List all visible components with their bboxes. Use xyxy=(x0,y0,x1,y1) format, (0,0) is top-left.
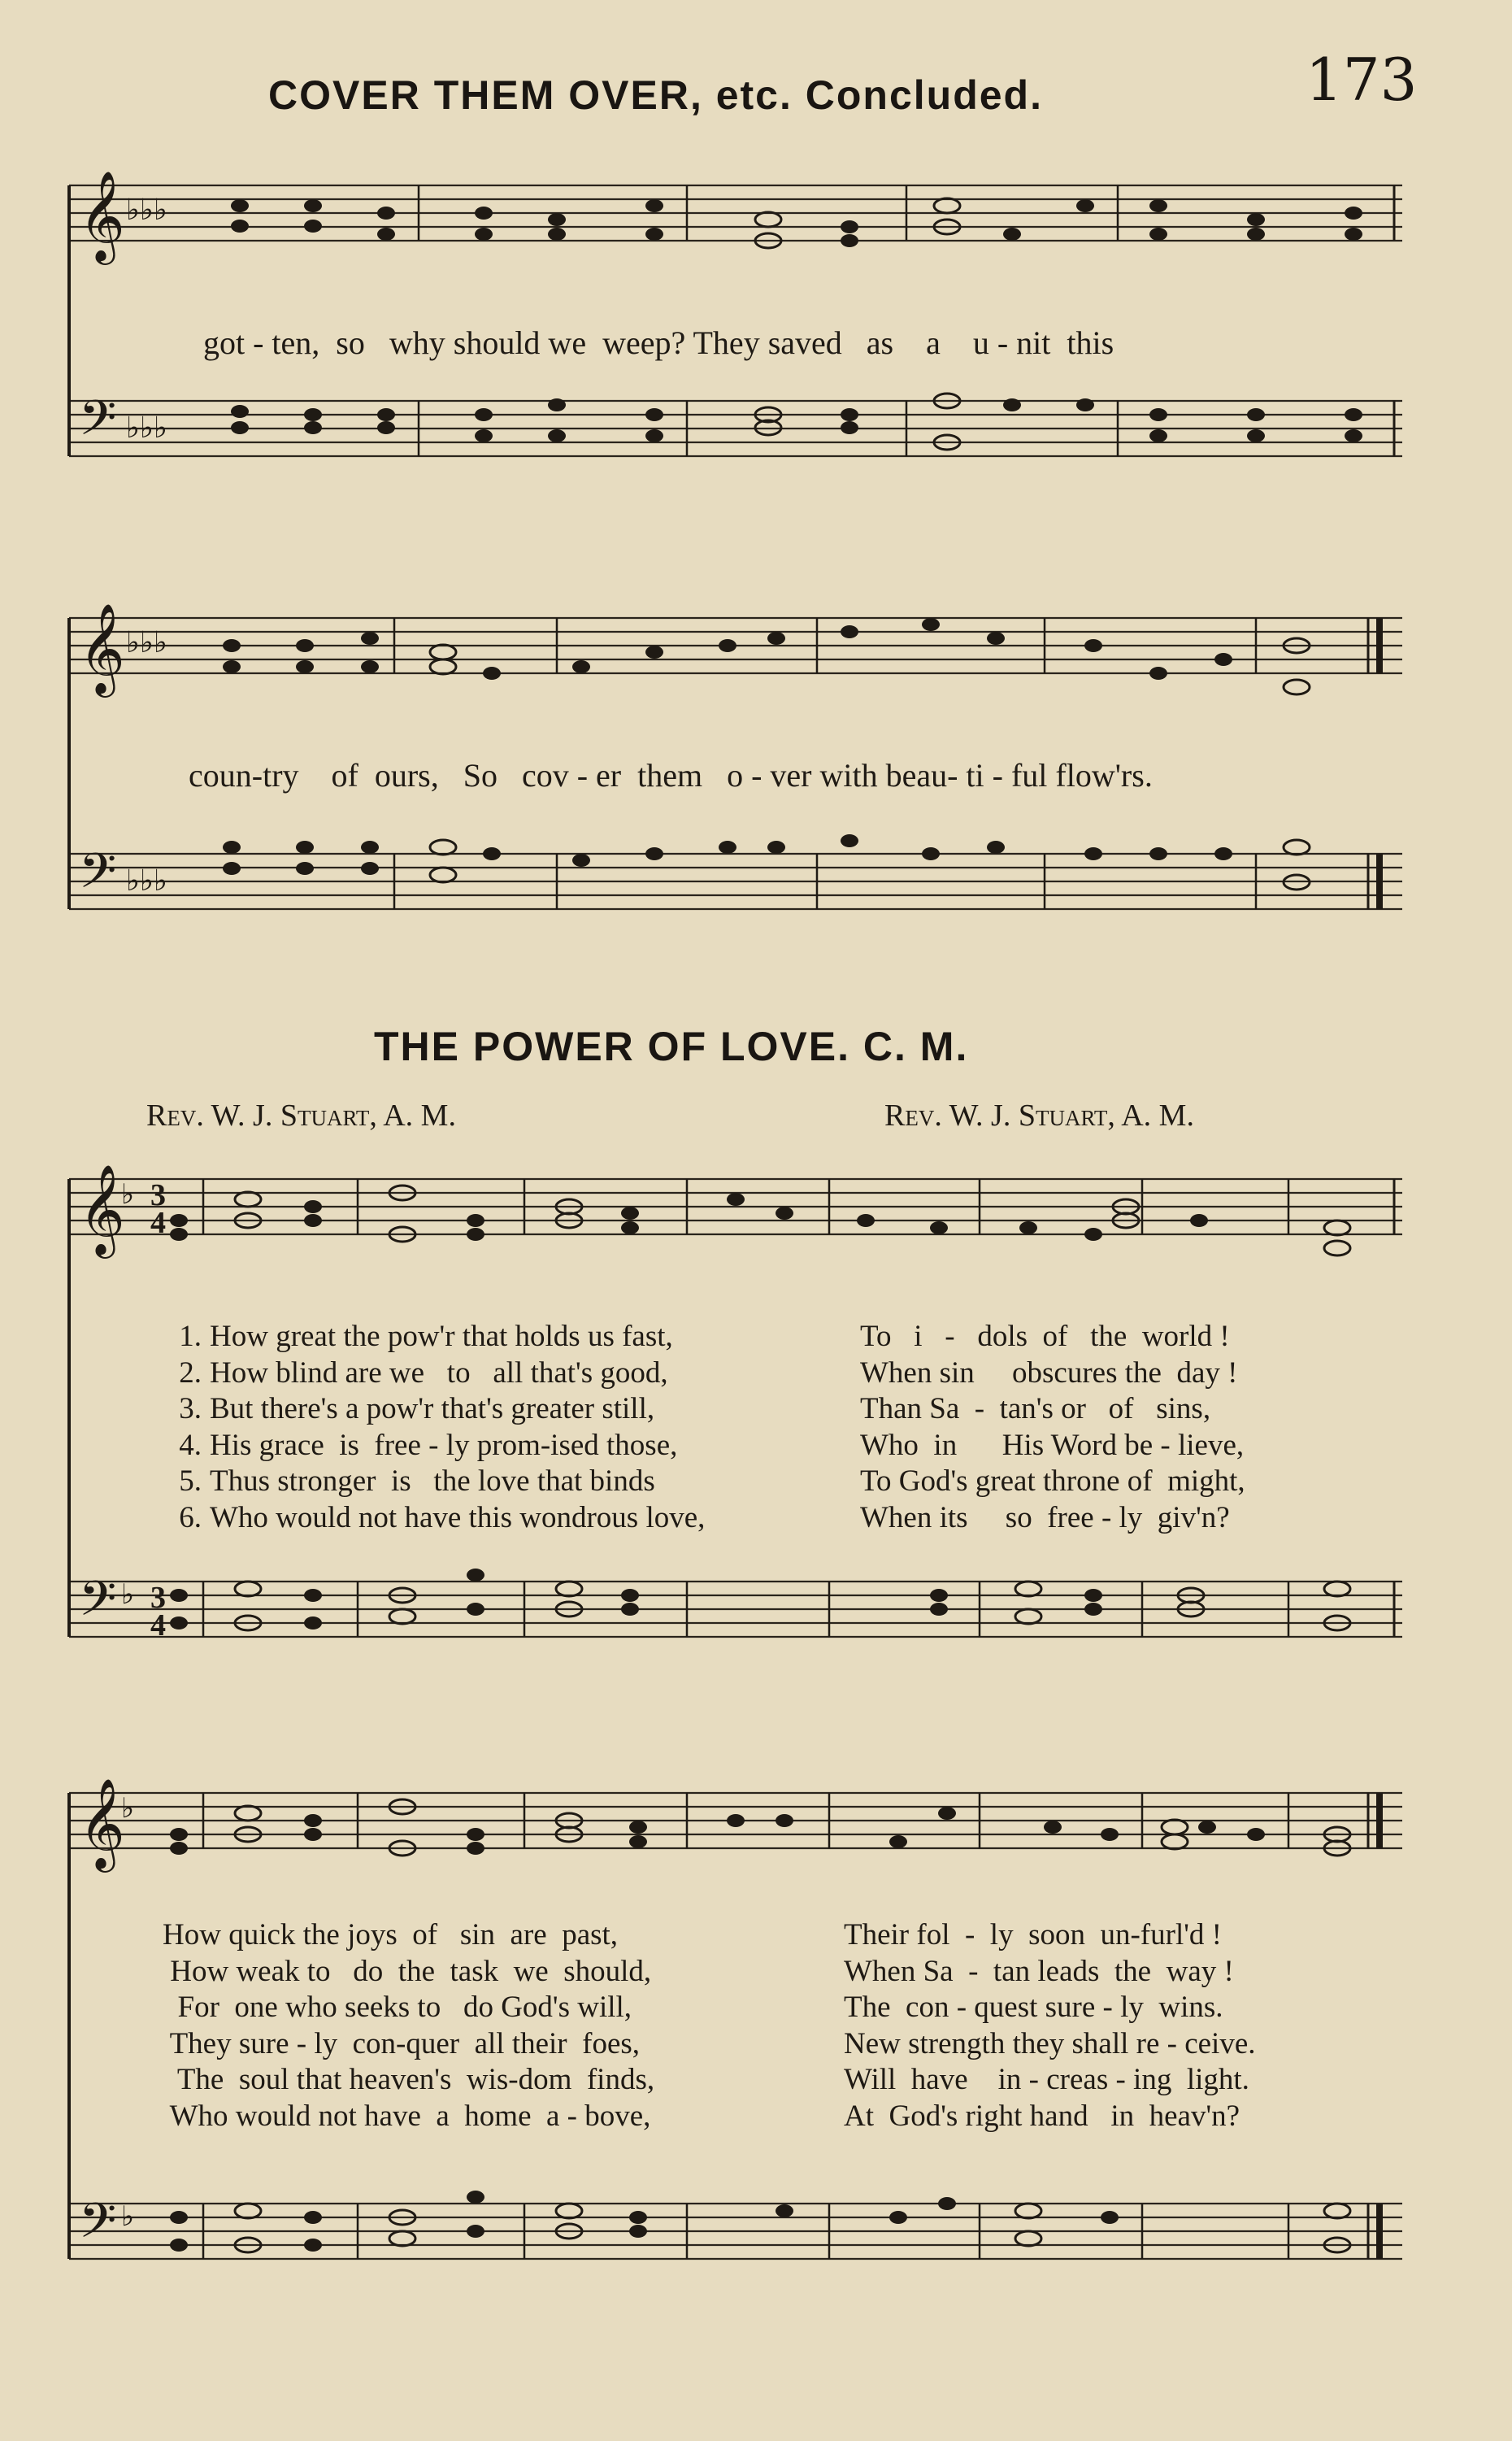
second-half-1: How quick the joys of sin are past, Their fol - ly soon un-furl'd ! xyxy=(163,1918,1222,1951)
svg-text:𝄞: 𝄞 xyxy=(79,170,125,261)
svg-text:𝄞: 𝄞 xyxy=(79,1777,125,1869)
svg-text:♭: ♭ xyxy=(121,1794,135,1824)
svg-text:4: 4 xyxy=(150,1608,166,1643)
svg-text:𝄞: 𝄞 xyxy=(79,603,125,694)
svg-text:♭: ♭ xyxy=(121,2202,135,2232)
second-half-lyrics xyxy=(163,1917,1431,2134)
svg-text:4: 4 xyxy=(150,1206,166,1240)
svg-text:♭: ♭ xyxy=(121,1580,135,1610)
svg-text:3: 3 xyxy=(150,1581,166,1615)
verse-block xyxy=(151,1319,1419,1536)
system-1 xyxy=(69,170,1402,458)
svg-text:𝄢: 𝄢 xyxy=(79,1570,117,1638)
svg-text:𝄞: 𝄞 xyxy=(79,1164,125,1255)
song1-lyrics-line2: coun-try of ours, So cov - er them o - ver with beau- ti - ful flow'rs. xyxy=(189,757,1153,794)
svg-text:3: 3 xyxy=(150,1178,166,1212)
svg-text:𝄢: 𝄢 xyxy=(79,389,117,458)
credit-words: Rev. W. J. Stuart, A. M. xyxy=(146,1099,456,1133)
svg-text:♭♭♭: ♭♭♭ xyxy=(126,194,167,226)
svg-text:𝄢: 𝄢 xyxy=(79,2192,117,2260)
second-half-4: They sure - ly con-quer all their foes, New strength they shall re - ceive. xyxy=(163,2026,1256,2060)
svg-text:𝄢: 𝄢 xyxy=(79,842,117,911)
verse-1: 1. How great the pow'r that holds us fast, To i - dols of the world ! xyxy=(179,1320,1230,1353)
page-number: 173 xyxy=(1306,46,1418,114)
verse-4: 4. His grace is free - ly prom-ised those, Who in His Word be - lieve, xyxy=(179,1428,1245,1462)
svg-text:♭: ♭ xyxy=(121,1180,135,1210)
song1-lyrics-line1: got - ten, so why should we weep? They saved as a u - nit this xyxy=(203,324,1114,361)
verse-6: 6. Who would not have this wondrous love, When its so free - ly giv'n? xyxy=(179,1500,1230,1534)
second-half-3: For one who seeks to do God's will, The con - quest sure - ly wins. xyxy=(163,1991,1223,2024)
verse-2: 2. How blind are we to all that's good, When sin obscures the day ! xyxy=(179,1355,1238,1390)
svg-text:♭♭♭: ♭♭♭ xyxy=(126,626,167,659)
second-half-6: Who would not have a home a - bove, At God's right hand in heav'n? xyxy=(163,2099,1240,2133)
hymn-title: THE POWER OF LOVE. C. M. xyxy=(374,1024,969,1069)
second-half-5: The soul that heaven's wis-dom finds, Will have in - creas - ing light. xyxy=(163,2063,1249,2096)
verse-5: 5. Thus stronger is the love that binds To God's great throne of might, xyxy=(179,1464,1245,1498)
verse-3: 3. But there's a pow'r that's greater still, Than Sa - tan's or of sins, xyxy=(179,1392,1211,1425)
credit-music: Rev. W. J. Stuart, A. M. xyxy=(884,1099,1194,1133)
running-head: COVER THEM OVER, etc. Concluded. xyxy=(268,72,1043,118)
svg-text:♭♭♭: ♭♭♭ xyxy=(126,864,167,897)
second-half-2: How weak to do the task we should, When Sa - tan leads the way ! xyxy=(163,1954,1234,1988)
svg-text:♭♭♭: ♭♭♭ xyxy=(126,411,167,444)
